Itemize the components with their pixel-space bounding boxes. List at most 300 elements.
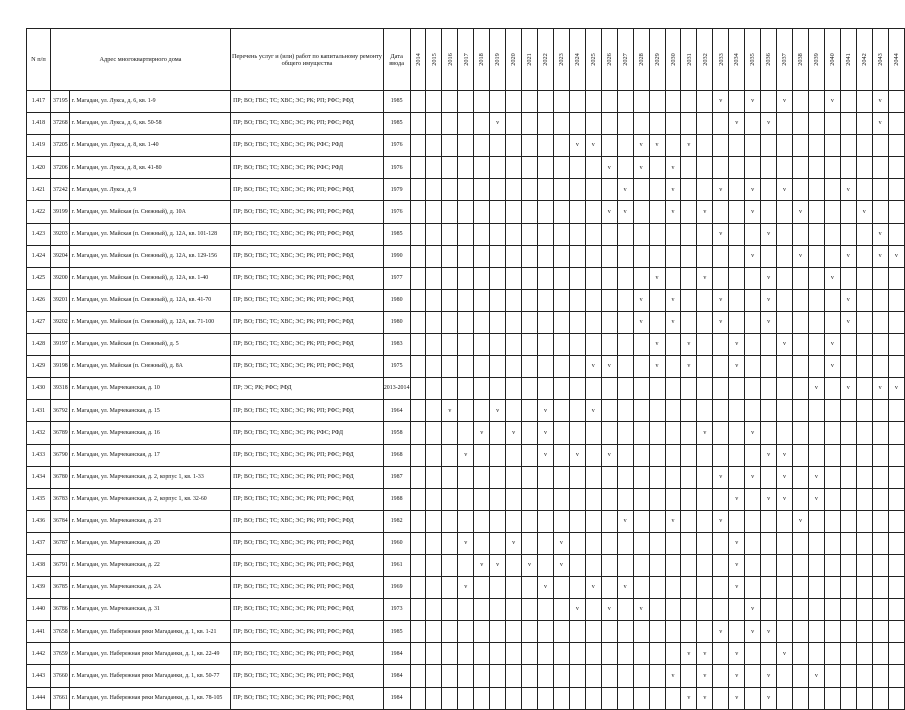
year-cell <box>761 356 777 378</box>
year-built: 1976 <box>383 157 410 179</box>
year-cell <box>442 311 458 333</box>
year-cell <box>426 157 442 179</box>
year-cell <box>506 665 522 687</box>
year-cell <box>585 113 601 135</box>
year-cell <box>793 334 809 356</box>
house-id: 37195 <box>50 91 69 113</box>
year-cell <box>410 532 426 554</box>
year-cell <box>553 91 569 113</box>
year-check-mark: v <box>808 466 824 488</box>
year-cell <box>888 311 904 333</box>
year-check-mark: v <box>840 245 856 267</box>
year-cell <box>569 245 585 267</box>
year-check-mark: v <box>840 311 856 333</box>
year-cell <box>665 267 681 289</box>
house-id: 39197 <box>50 334 69 356</box>
year-cell <box>601 687 617 709</box>
year-check-mark: v <box>649 334 665 356</box>
repair-works: ПР; ВО; ГВС; ТС; ХВС; ЭС; РК; РП; РФС; РФД <box>231 687 384 709</box>
header-year-label: 2022 <box>541 53 549 66</box>
year-cell <box>458 400 474 422</box>
year-cell <box>872 510 888 532</box>
year-cell <box>808 643 824 665</box>
year-built: 1985 <box>383 223 410 245</box>
year-cell <box>649 311 665 333</box>
house-id: 36784 <box>50 510 69 532</box>
year-built: 1980 <box>383 289 410 311</box>
year-cell <box>633 488 649 510</box>
year-cell <box>681 378 697 400</box>
year-check-mark: v <box>665 289 681 311</box>
repair-works: ПР; ВО; ГВС; ТС; ХВС; ЭС; РК; РФС; РФД <box>231 157 384 179</box>
year-cell <box>490 643 506 665</box>
year-cell <box>633 356 649 378</box>
year-cell <box>872 687 888 709</box>
house-address: г. Магадан, ул. Марчеканская, д. 10 <box>69 378 230 400</box>
year-check-mark: v <box>793 201 809 223</box>
year-check-mark: v <box>697 643 713 665</box>
year-cell <box>474 599 490 621</box>
year-cell <box>872 135 888 157</box>
year-cell <box>649 510 665 532</box>
house-address: г. Магадан, ул. Майская (п. Снежный), д. 12А, кв. 1-40 <box>69 267 230 289</box>
row-number: 1.444 <box>27 687 51 709</box>
row-number: 1.443 <box>27 665 51 687</box>
header-year <box>872 29 888 91</box>
year-cell <box>793 378 809 400</box>
year-cell <box>474 510 490 532</box>
year-cell <box>777 201 793 223</box>
year-check-mark: v <box>761 267 777 289</box>
year-cell <box>649 444 665 466</box>
table-row <box>27 245 905 267</box>
year-cell <box>522 289 538 311</box>
year-cell <box>506 643 522 665</box>
year-check-mark: v <box>808 665 824 687</box>
house-id: 39200 <box>50 267 69 289</box>
year-check-mark: v <box>665 157 681 179</box>
year-cell <box>426 444 442 466</box>
year-cell <box>426 532 442 554</box>
year-cell <box>872 554 888 576</box>
year-cell <box>506 334 522 356</box>
year-cell <box>856 378 872 400</box>
house-address: г. Магадан, ул. Марчеканская, д. 2/1 <box>69 510 230 532</box>
year-cell <box>856 179 872 201</box>
year-cell <box>856 665 872 687</box>
year-cell <box>569 687 585 709</box>
year-cell <box>840 223 856 245</box>
year-cell <box>745 510 761 532</box>
year-cell <box>888 577 904 599</box>
year-cell <box>633 91 649 113</box>
year-cell <box>633 400 649 422</box>
house-address: г. Магадан, ул. Майская (п. Снежный), д. 12А, кв. 71-100 <box>69 311 230 333</box>
year-cell <box>458 113 474 135</box>
year-cell <box>522 466 538 488</box>
year-cell <box>474 113 490 135</box>
year-check-mark: v <box>681 334 697 356</box>
year-check-mark: v <box>633 157 649 179</box>
year-check-mark: v <box>745 179 761 201</box>
year-cell <box>665 532 681 554</box>
header-year-label: 2040 <box>828 53 836 66</box>
year-cell <box>729 422 745 444</box>
year-cell <box>538 488 554 510</box>
year-check-mark: v <box>490 113 506 135</box>
year-cell <box>793 444 809 466</box>
year-cell <box>697 311 713 333</box>
year-cell <box>601 466 617 488</box>
year-cell <box>745 665 761 687</box>
header-year <box>442 29 458 91</box>
year-check-mark: v <box>729 643 745 665</box>
year-cell <box>410 334 426 356</box>
year-cell <box>840 267 856 289</box>
year-cell <box>793 687 809 709</box>
year-cell <box>442 334 458 356</box>
year-cell <box>538 179 554 201</box>
year-cell <box>442 687 458 709</box>
year-built: 1982 <box>383 510 410 532</box>
year-cell <box>888 179 904 201</box>
year-cell <box>585 157 601 179</box>
house-id: 36792 <box>50 400 69 422</box>
year-built: 1976 <box>383 201 410 223</box>
year-cell <box>713 532 729 554</box>
year-check-mark: v <box>538 400 554 422</box>
year-cell <box>585 91 601 113</box>
year-cell <box>745 113 761 135</box>
year-cell <box>681 554 697 576</box>
year-cell <box>649 643 665 665</box>
year-cell <box>569 510 585 532</box>
house-address: г. Магадан, ул. Майская (п. Снежный), д. 5 <box>69 334 230 356</box>
year-cell <box>553 223 569 245</box>
year-cell <box>553 356 569 378</box>
repair-works: ПР; ВО; ГВС; ТС; ХВС; ЭС; РК; РП; РФС; РФД <box>231 665 384 687</box>
year-check-mark: v <box>761 444 777 466</box>
year-cell <box>458 643 474 665</box>
year-cell <box>617 466 633 488</box>
year-cell <box>888 135 904 157</box>
year-cell <box>729 311 745 333</box>
year-cell <box>410 444 426 466</box>
year-cell <box>761 400 777 422</box>
header-year-label: 2038 <box>796 53 804 66</box>
year-cell <box>856 422 872 444</box>
house-id: 37242 <box>50 179 69 201</box>
year-cell <box>506 91 522 113</box>
year-check-mark: v <box>824 334 840 356</box>
year-cell <box>410 554 426 576</box>
year-cell <box>585 334 601 356</box>
year-cell <box>681 422 697 444</box>
year-check-mark: v <box>506 532 522 554</box>
year-cell <box>601 643 617 665</box>
year-cell <box>553 378 569 400</box>
year-built: 1985 <box>383 91 410 113</box>
year-cell <box>585 179 601 201</box>
year-cell <box>777 135 793 157</box>
repair-schedule-table <box>26 28 905 710</box>
year-cell <box>777 289 793 311</box>
year-cell <box>729 135 745 157</box>
year-cell <box>888 422 904 444</box>
year-check-mark: v <box>872 378 888 400</box>
year-cell <box>633 334 649 356</box>
year-cell <box>458 554 474 576</box>
year-cell <box>729 400 745 422</box>
year-cell <box>872 311 888 333</box>
year-cell <box>410 245 426 267</box>
year-check-mark: v <box>729 577 745 599</box>
year-cell <box>585 510 601 532</box>
repair-works: ПР; ВО; ГВС; ТС; ХВС; ЭС; РК; РП; РФС; РФД <box>231 643 384 665</box>
year-built: 1975 <box>383 356 410 378</box>
year-cell <box>808 532 824 554</box>
year-cell <box>410 289 426 311</box>
repair-works: ПР; ВО; ГВС; ТС; ХВС; ЭС; РК; РП; РФС; РФД <box>231 113 384 135</box>
year-cell <box>808 201 824 223</box>
header-year <box>824 29 840 91</box>
year-cell <box>553 510 569 532</box>
year-cell <box>761 179 777 201</box>
year-check-mark: v <box>729 665 745 687</box>
house-id: 36783 <box>50 488 69 510</box>
year-cell <box>474 378 490 400</box>
year-cell <box>490 223 506 245</box>
year-cell <box>729 599 745 621</box>
house-id: 39203 <box>50 223 69 245</box>
year-cell <box>569 179 585 201</box>
header-year <box>538 29 554 91</box>
year-cell <box>777 311 793 333</box>
repair-works: ПР; ВО; ГВС; ТС; ХВС; ЭС; РК; РП; РФС; РФД <box>231 179 384 201</box>
repair-works: ПР; ВО; ГВС; ТС; ХВС; ЭС; РК; РФС; РФД <box>231 135 384 157</box>
header-year-label: 2041 <box>844 53 852 66</box>
year-built: 1968 <box>383 444 410 466</box>
year-cell <box>840 643 856 665</box>
year-cell <box>410 665 426 687</box>
table-row <box>27 400 905 422</box>
year-cell <box>442 532 458 554</box>
year-check-mark: v <box>761 113 777 135</box>
year-cell <box>458 135 474 157</box>
year-check-mark: v <box>633 135 649 157</box>
year-cell <box>681 267 697 289</box>
year-cell <box>840 577 856 599</box>
year-cell <box>633 466 649 488</box>
year-cell <box>697 135 713 157</box>
year-cell <box>538 91 554 113</box>
year-cell <box>617 157 633 179</box>
year-cell <box>601 267 617 289</box>
year-cell <box>553 665 569 687</box>
year-cell <box>649 422 665 444</box>
year-cell <box>426 267 442 289</box>
house-id: 36786 <box>50 599 69 621</box>
year-cell <box>458 223 474 245</box>
repair-works: ПР; ВО; ГВС; ТС; ХВС; ЭС; РК; РП; РФС; РФД <box>231 245 384 267</box>
table-body <box>27 91 905 710</box>
year-check-mark: v <box>713 91 729 113</box>
year-cell <box>506 311 522 333</box>
year-cell <box>633 179 649 201</box>
year-cell <box>410 356 426 378</box>
year-check-mark: v <box>601 356 617 378</box>
year-cell <box>426 113 442 135</box>
year-cell <box>553 577 569 599</box>
year-cell <box>442 444 458 466</box>
year-check-mark: v <box>840 289 856 311</box>
year-cell <box>585 223 601 245</box>
year-cell <box>569 554 585 576</box>
year-cell <box>538 201 554 223</box>
year-cell <box>713 157 729 179</box>
year-cell <box>633 422 649 444</box>
year-cell <box>697 356 713 378</box>
year-cell <box>745 311 761 333</box>
house-id: 39202 <box>50 311 69 333</box>
year-cell <box>569 422 585 444</box>
year-cell <box>665 554 681 576</box>
year-cell <box>840 599 856 621</box>
year-cell <box>713 267 729 289</box>
house-address: г. Магадан, ул. Майская (п. Снежный), д. 12А, кв. 41-70 <box>69 289 230 311</box>
year-built: 1987 <box>383 466 410 488</box>
year-check-mark: v <box>665 179 681 201</box>
year-cell <box>553 201 569 223</box>
year-cell <box>490 245 506 267</box>
year-cell <box>697 157 713 179</box>
row-number: 1.422 <box>27 201 51 223</box>
year-cell <box>601 289 617 311</box>
header-year <box>474 29 490 91</box>
year-cell <box>729 267 745 289</box>
year-cell <box>777 532 793 554</box>
year-cell <box>824 643 840 665</box>
year-cell <box>649 599 665 621</box>
year-cell <box>585 201 601 223</box>
header-num: N п/п <box>27 29 51 91</box>
row-number: 1.442 <box>27 643 51 665</box>
year-check-mark: v <box>665 311 681 333</box>
year-cell <box>713 643 729 665</box>
year-cell <box>697 91 713 113</box>
table-row <box>27 488 905 510</box>
year-cell <box>474 577 490 599</box>
house-address: г. Магадан, ул. Марчеканская, д. 17 <box>69 444 230 466</box>
year-cell <box>458 466 474 488</box>
year-cell <box>506 687 522 709</box>
year-cell <box>426 577 442 599</box>
year-built: 1985 <box>383 113 410 135</box>
year-cell <box>793 91 809 113</box>
repair-works: ПР; ВО; ГВС; ТС; ХВС; ЭС; РК; РП; РФС; РФД <box>231 311 384 333</box>
year-cell <box>856 113 872 135</box>
year-cell <box>793 135 809 157</box>
year-cell <box>585 665 601 687</box>
year-check-mark: v <box>888 245 904 267</box>
year-built: 1984 <box>383 665 410 687</box>
year-cell <box>745 488 761 510</box>
year-cell <box>697 334 713 356</box>
year-cell <box>840 422 856 444</box>
house-id: 37660 <box>50 665 69 687</box>
year-cell <box>633 510 649 532</box>
year-cell <box>665 687 681 709</box>
year-check-mark: v <box>872 91 888 113</box>
house-address: г. Магадан, ул. Майская (п. Снежный), д. 12А, кв. 129-156 <box>69 245 230 267</box>
year-check-mark: v <box>856 201 872 223</box>
year-cell <box>761 201 777 223</box>
year-cell <box>410 91 426 113</box>
year-cell <box>410 135 426 157</box>
year-cell <box>777 687 793 709</box>
house-id: 37661 <box>50 687 69 709</box>
year-cell <box>649 577 665 599</box>
year-cell <box>761 532 777 554</box>
year-cell <box>442 267 458 289</box>
repair-works: ПР; ВО; ГВС; ТС; ХВС; ЭС; РК; РП; РФС; РФД <box>231 201 384 223</box>
year-cell <box>426 665 442 687</box>
house-address: г. Магадан, ул. Марчеканская, д. 22 <box>69 554 230 576</box>
year-cell <box>617 643 633 665</box>
year-cell <box>840 201 856 223</box>
header-year-label: 2042 <box>860 53 868 66</box>
year-cell <box>426 400 442 422</box>
year-cell <box>474 687 490 709</box>
year-cell <box>601 422 617 444</box>
year-check-mark: v <box>458 444 474 466</box>
year-cell <box>633 223 649 245</box>
year-check-mark: v <box>840 378 856 400</box>
house-address: г. Магадан, ул. Майская (п. Снежный), д. 8А <box>69 356 230 378</box>
year-cell <box>585 554 601 576</box>
year-built: 1961 <box>383 554 410 576</box>
year-cell <box>729 223 745 245</box>
year-check-mark: v <box>761 687 777 709</box>
year-cell <box>888 554 904 576</box>
year-check-mark: v <box>697 422 713 444</box>
header-year-label: 2029 <box>653 53 661 66</box>
year-built: 1977 <box>383 267 410 289</box>
year-cell <box>569 289 585 311</box>
year-cell <box>681 577 697 599</box>
year-cell <box>745 267 761 289</box>
year-cell <box>442 113 458 135</box>
year-cell <box>872 201 888 223</box>
row-number: 1.417 <box>27 91 51 113</box>
year-check-mark: v <box>872 245 888 267</box>
header-year <box>697 29 713 91</box>
year-cell <box>713 422 729 444</box>
year-cell <box>872 532 888 554</box>
year-cell <box>888 289 904 311</box>
year-cell <box>745 223 761 245</box>
year-cell <box>888 687 904 709</box>
house-address: г. Магадан, ул. Лукса, д. 8, кв. 1-40 <box>69 135 230 157</box>
year-cell <box>840 665 856 687</box>
year-cell <box>553 444 569 466</box>
year-cell <box>872 466 888 488</box>
year-cell <box>617 687 633 709</box>
year-cell <box>538 267 554 289</box>
year-cell <box>506 157 522 179</box>
year-cell <box>824 400 840 422</box>
repair-works: ПР; ЭС; РК; РФС; РФД <box>231 378 384 400</box>
